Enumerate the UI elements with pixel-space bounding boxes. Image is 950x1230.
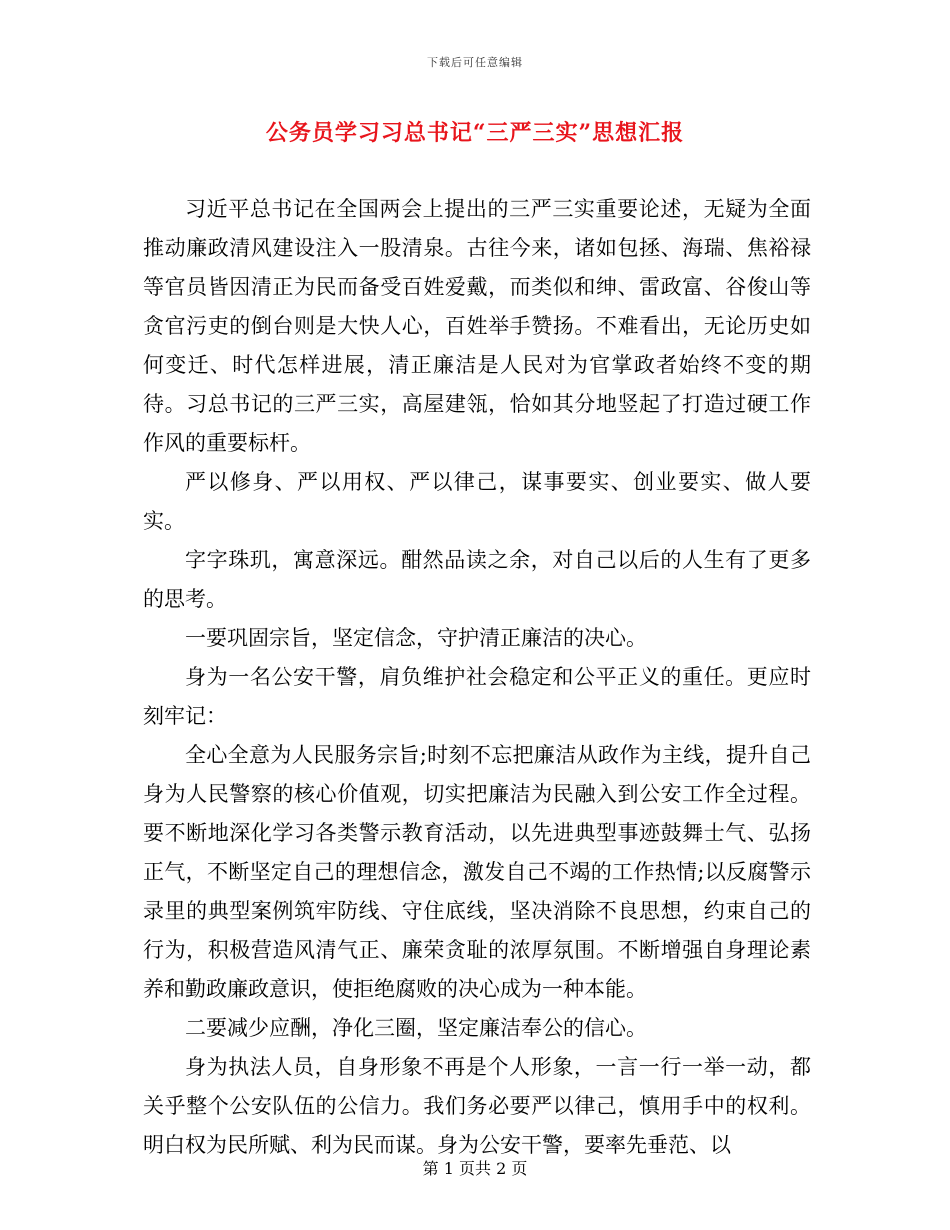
paragraph: 身为执法人员，自身形象不再是个人形象，一言一行一举一动，都关乎整个公安队伍的公信力。我们务必要严以律己，慎用手中的权利。明白权为民所赋、利为民而谋。身为公安干警，要率先垂范、以 [143, 1055, 811, 1157]
paragraph: 身为一名公安干警，肩负维护社会稳定和公平正义的重任。更应时刻牢记： [143, 665, 811, 728]
header-note: 下载后可任意编辑 [427, 56, 523, 69]
document-title: 公务员学习习总书记“三严三实”思想汇报 [265, 120, 685, 146]
paragraph: 字字珠玑，寓意深远。酣然品读之余，对自己以后的人生有了更多的思考。 [143, 548, 811, 611]
document-body [143, 190, 811, 1165]
page-number: 第 1 页共 2 页 [422, 1159, 528, 1178]
paragraph: 习近平总书记在全国两会上提出的三严三实重要论述，无疑为全面推动廉政清风建设注入一股清泉。古往今来，诸如包拯、海瑞、焦裕禄等官员皆因清正为民而备受百姓爱戴，而类似和绅、雷政富、谷俊山等贪官污吏的倒台则是大快人心，百姓举手赞扬。不难看出，无论历史如何变迁、时代怎样进展，清正廉洁是人民对为官掌政者始终不变的期待。习总书记的三严三实，高屋建瓴，恰如其分地竖起了打造过硬工作作风的重要标杆。 [143, 197, 811, 455]
paragraph: 一要巩固宗旨，坚定信念，守护清正廉洁的决心。 [185, 626, 647, 650]
paragraph: 严以修身、严以用权、严以律己，谋事要实、创业要实、做人要实。 [143, 470, 811, 533]
paragraph: 二要减少应酬，净化三圈，坚定廉洁奉公的信心。 [185, 1016, 647, 1040]
paragraph: 全心全意为人民服务宗旨;时刻不忘把廉洁从政作为主线，提升自己身为人民警察的核心价值观，切实把廉洁为民融入到公安工作全过程。要不断地深化学习各类警示教育活动，以先进典型事迹鼓舞士气、弘扬正气，不断坚定自己的理想信念，激发自己不竭的工作热情;以反腐警示录里的典型案例筑牢防线、守住底线，坚决消除不良思想，约束自己的行为，积极营造风清气正、廉荣贪耻的浓厚氛围。不断增强自身理论素养和勤政廉政意识，使拒绝腐败的决心成为一种本能。 [143, 743, 811, 1001]
